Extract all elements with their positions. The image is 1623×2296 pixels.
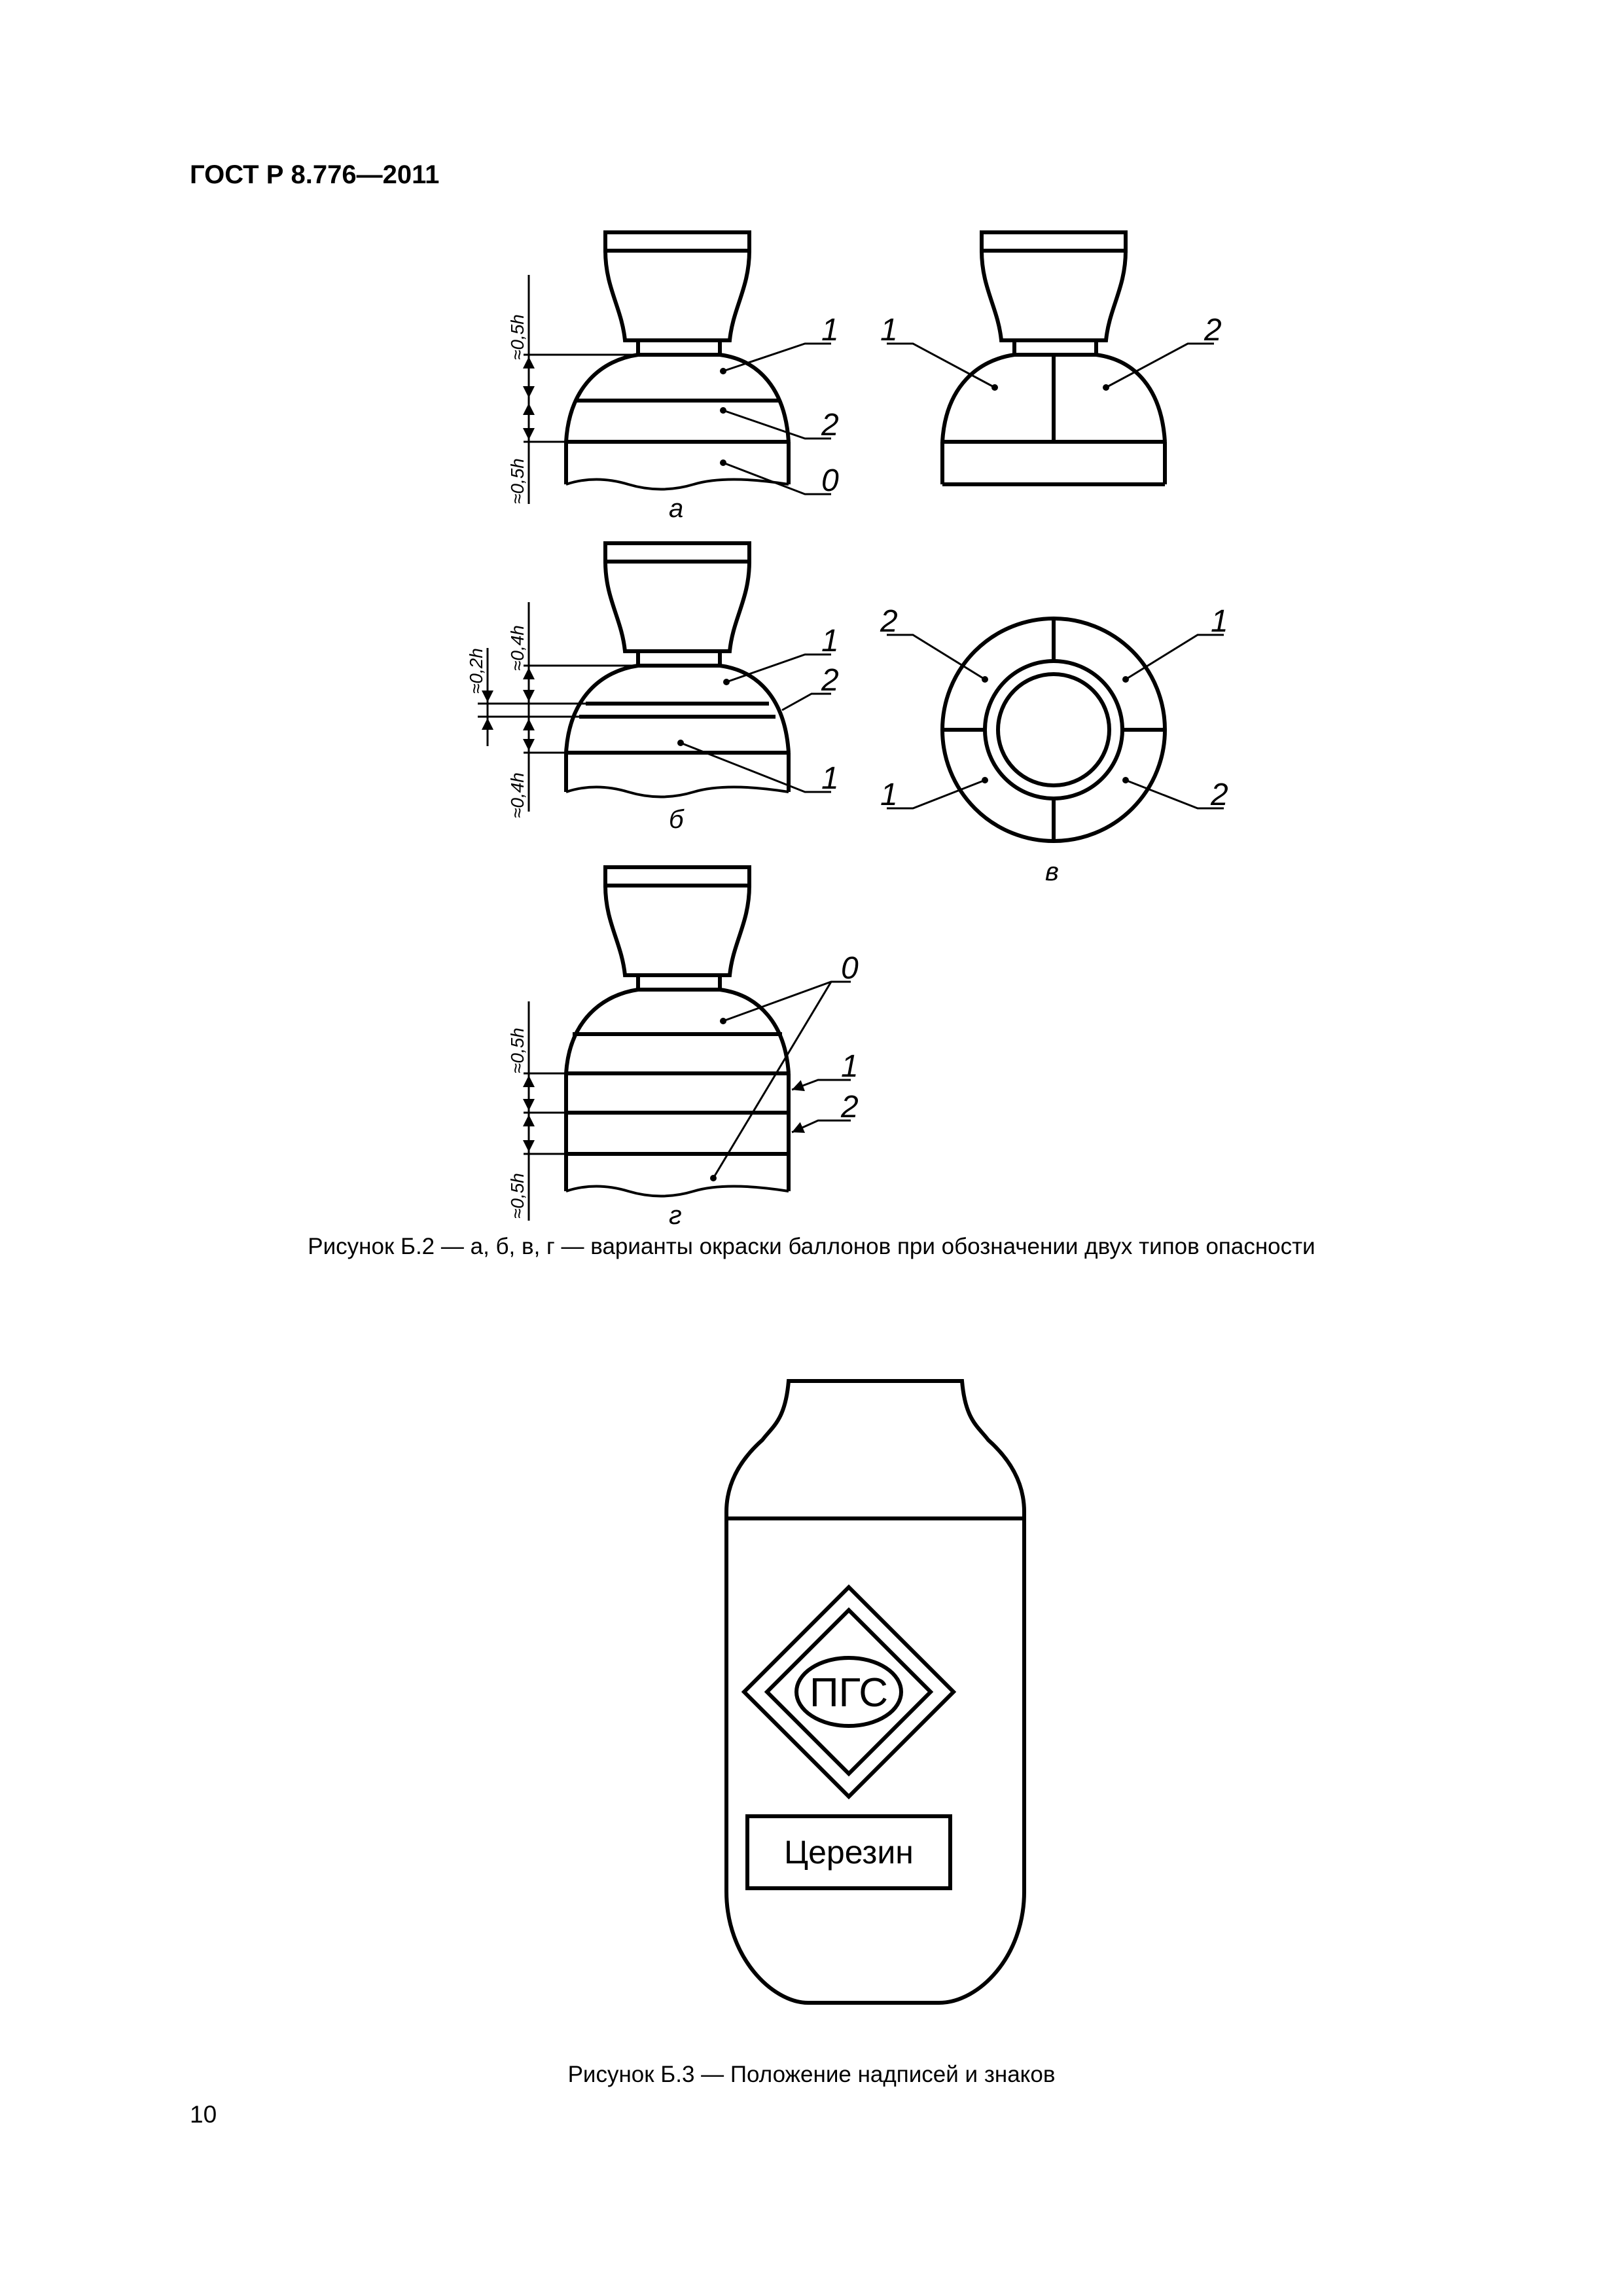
page-number: 10: [190, 2101, 217, 2128]
callout-a-1: 1: [821, 313, 839, 348]
variant-b-drawing: [566, 543, 789, 797]
callout-v-1-bottom: 1: [880, 778, 898, 812]
callout-g-1: 1: [841, 1049, 859, 1084]
variant-b-dimensions: [478, 602, 638, 812]
callout-v-2-top: 2: [880, 604, 898, 639]
ceresin-label-text: Церезин: [784, 1834, 914, 1871]
variant-g-drawing: [566, 867, 789, 1196]
dim-g-top: ≈0,5h: [507, 1028, 527, 1073]
dim-b-top: ≈0,4h: [507, 625, 527, 671]
variant-a-leaders: [723, 344, 831, 494]
dim-a-top: ≈0,5h: [507, 314, 527, 360]
callout-g-0: 0: [841, 951, 859, 986]
sublabel-b: б: [669, 805, 684, 834]
callout-a-2: 2: [821, 408, 839, 442]
dim-b-bottom: ≈0,4h: [507, 772, 527, 818]
dim-b-middle: ≈0,2h: [466, 648, 486, 694]
callout-v-1-top: 1: [1211, 604, 1228, 639]
figure-b2-caption: Рисунок Б.2 — а, б, в, г — варианты окраски баллонов при обозначении двух типов опасности: [308, 1234, 1315, 1259]
variant-g-dimensions: [524, 1001, 566, 1221]
figure-b3-caption: Рисунок Б.3 — Положение надписей и знаков: [567, 2062, 1056, 2087]
variant-v-drawing: [942, 619, 1165, 841]
pgs-sign-text: ПГС: [809, 1670, 889, 1715]
sublabel-g: г: [669, 1201, 682, 1230]
sublabel-v: в: [1045, 857, 1059, 886]
callout-a-side-1: 1: [880, 313, 898, 348]
variant-g-leaders: [713, 982, 851, 1178]
document-header: ГОСТ Р 8.776—2011: [190, 160, 440, 189]
variant-a-side-leaders: [887, 344, 1214, 387]
callout-g-2: 2: [841, 1090, 859, 1124]
callout-b-2: 2: [821, 663, 839, 698]
callout-a-0: 0: [821, 463, 839, 498]
callout-v-2-bottom: 2: [1211, 778, 1228, 812]
callout-a-side-2: 2: [1204, 313, 1222, 348]
dim-a-bottom: ≈0,5h: [507, 458, 527, 504]
variant-a-side-drawing: [942, 232, 1165, 484]
variant-b-leaders: [681, 655, 831, 792]
callout-b-1-lower: 1: [821, 761, 839, 796]
callout-b-1: 1: [821, 624, 839, 658]
dim-g-bottom: ≈0,5h: [507, 1173, 527, 1219]
sublabel-a: а: [669, 494, 684, 523]
